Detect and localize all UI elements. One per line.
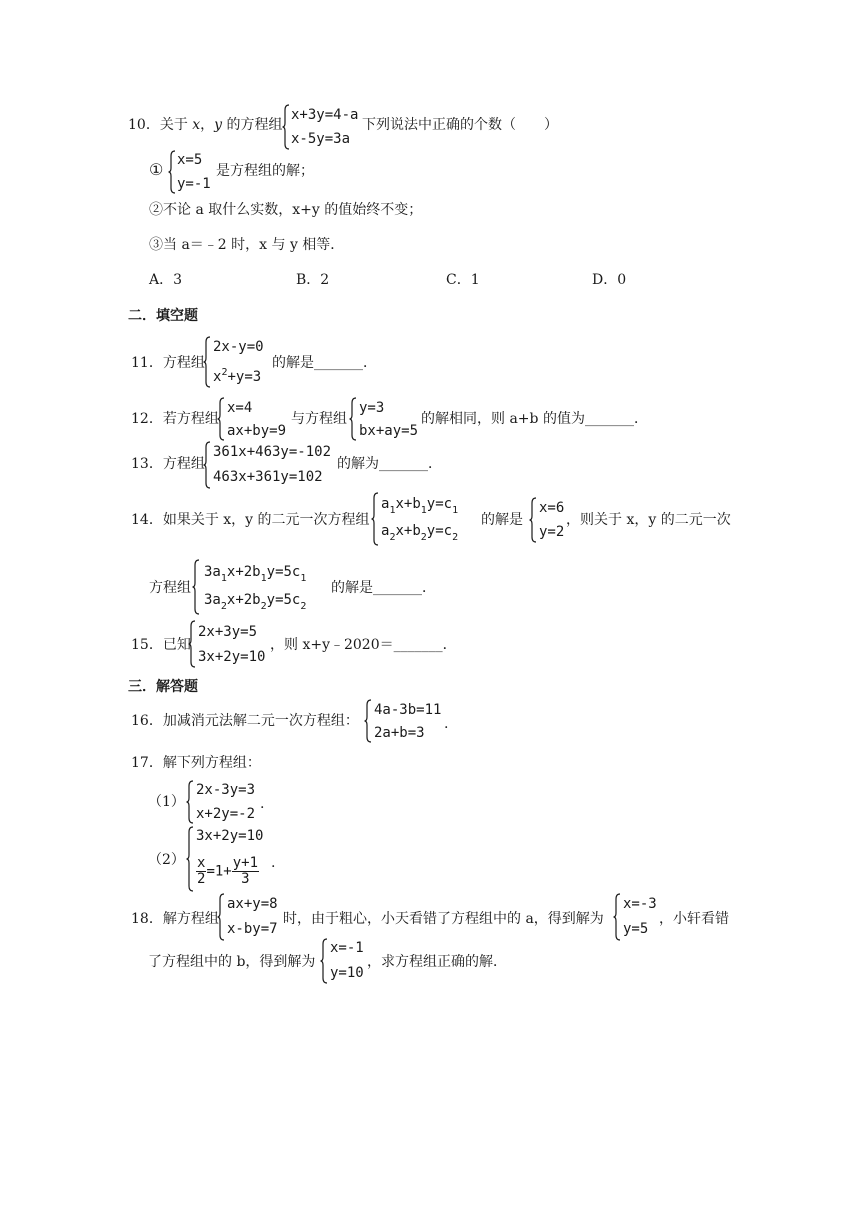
- q14-stem-mid: 的解是: [481, 512, 523, 528]
- q10-option-b: B．2: [296, 272, 330, 288]
- q14-line2-end: 的解是_______．: [331, 580, 436, 596]
- q16-stem: 16．加减消元法解二元一次方程组：: [131, 713, 359, 729]
- brace-icon: [192, 559, 200, 615]
- q10-option-d: D．0: [592, 272, 627, 288]
- brace-icon: [613, 893, 621, 941]
- q18-solution-2: [320, 938, 370, 984]
- brace-icon: [371, 492, 379, 546]
- fraction-x-over-2: $\frac{x}{2}$: [197, 855, 206, 887]
- brace-icon: [186, 780, 194, 824]
- q14-sol2: y=2: [539, 524, 565, 540]
- q10-stem-start: 10．关于 x，y 的方程组: [128, 117, 283, 133]
- q14-second-eq1: $3a_1x+2b_1y=5c_1$: [204, 564, 307, 584]
- brace-icon: [186, 826, 194, 892]
- q18-sol1-x: x=-3: [623, 896, 657, 912]
- q18-sol2-y: y=10: [330, 965, 364, 981]
- q12-a-eq2: ax+by=9: [227, 423, 287, 439]
- q13-eq2: 463x+361y=102: [213, 469, 323, 485]
- q11-stem-start: 11．方程组: [131, 355, 205, 371]
- var-x: x: [192, 117, 201, 133]
- q17-p1-eq1: 2x-3y=3: [196, 782, 256, 798]
- q18-line2-end: ，求方程组正确的解．: [367, 954, 507, 970]
- var-y: y: [214, 117, 223, 133]
- q11-equation-system: [203, 336, 273, 388]
- q17-stem: 17．解下列方程组：: [131, 755, 261, 771]
- q12-system-b: [349, 397, 427, 441]
- brace-icon: [364, 699, 372, 743]
- q18-equation-system: [217, 893, 287, 941]
- brace-icon: [203, 336, 211, 388]
- q10-option-a: A．3: [149, 272, 183, 288]
- q15-eq2: 3x+2y=10: [198, 649, 266, 665]
- q18-sol1-y: y=5: [623, 921, 649, 937]
- q10-s1-eq2: y=-1: [177, 176, 211, 192]
- q10-statement-1-system: [168, 150, 218, 194]
- brace-icon: [217, 397, 225, 441]
- q10-eq2: x-5y=3a: [291, 131, 351, 147]
- q14-line2-start: 方程组: [149, 580, 191, 596]
- q11-eq2: $x^2+y=3$: [213, 367, 262, 385]
- q17-part2-system: [186, 826, 276, 892]
- q15-stem-start: 15．已知: [131, 637, 191, 653]
- q14-second-eq2: $3a_2x+2b_2y=5c_2$: [204, 592, 307, 612]
- q18-stem-mid: 时，由于粗心，小天看错了方程组中的 a，得到解为: [283, 911, 604, 927]
- q18-eq1: ax+y=8: [227, 896, 278, 912]
- q17-part1-system: [186, 780, 266, 824]
- q13-stem-end: 的解为_______．: [337, 456, 442, 472]
- q18-line2-start: 了方程组中的 b，得到解为: [148, 954, 316, 970]
- q10-equation-system: [282, 104, 362, 150]
- q10-option-c: C．1: [446, 272, 480, 288]
- q14-eq2: $a_2x+b_2y=c_2$: [381, 523, 459, 543]
- q10-stem-end: 下列说法中正确的个数（ ）: [362, 117, 558, 133]
- q11-eq1: 2x-y=0: [213, 339, 264, 355]
- q10-statement-3: ③当 a＝﹣2 时，x 与 y 相等．: [149, 237, 345, 253]
- q14-eq1: $a_1x+b_1y=c_1$: [381, 496, 459, 516]
- q12-stem-end: 的解相同，则 a+b 的值为_______．: [421, 411, 648, 427]
- q15-eq1: 2x+3y=5: [198, 624, 258, 640]
- q10-statement-2: ②不论 a 取什么实数，x+y 的值始终不变；: [149, 202, 423, 218]
- brace-icon: [349, 397, 357, 441]
- q16-stem-end: .: [444, 716, 449, 732]
- q18-sol2-x: x=-1: [330, 940, 364, 956]
- q13-equation-system: [203, 441, 343, 489]
- q10-number: 10．关于: [128, 117, 193, 133]
- q15-stem-end: ，则 x+y﹣2020＝_______．: [270, 637, 457, 653]
- q13-stem-start: 13．方程组: [131, 456, 205, 472]
- q16-equation-system: [364, 699, 448, 743]
- brace-icon: [320, 938, 328, 984]
- q18-stem-end: ，小轩看错: [659, 911, 729, 927]
- q10-s1-eq1: x=5: [177, 152, 203, 168]
- q14-stem-end: ，则关于 x，y 的二元一次: [566, 512, 731, 528]
- section-heading-solve: 三．解答题: [128, 679, 198, 695]
- q17-part1-end: .: [260, 796, 265, 812]
- q14-sol1: x=6: [539, 500, 565, 516]
- q12-system-a: [217, 397, 295, 441]
- brace-icon: [188, 620, 196, 668]
- q10-statement-1-mark: ①: [149, 160, 164, 179]
- q10-statement-1-text: 是方程组的解；: [216, 163, 314, 179]
- q17-part2-end: .: [271, 855, 276, 871]
- brace-icon: [168, 150, 176, 194]
- q17-p2-eq1: 3x+2y=10: [196, 828, 264, 844]
- q14-stem-start: 14．如果关于 x，y 的二元一次方程组: [131, 512, 370, 528]
- brace-icon: [529, 497, 537, 543]
- q18-solution-1: [613, 893, 663, 941]
- q14-second-system: [192, 559, 338, 615]
- q17-part2-label: （2）: [148, 852, 185, 868]
- q18-eq2: x-by=7: [227, 921, 278, 937]
- brace-icon: [203, 441, 211, 489]
- q12-a-eq1: x=4: [227, 400, 253, 416]
- q17-part1-label: （1）: [148, 794, 185, 810]
- q17-p2-eq2: $\frac{x}{2}$ =1+ $\frac{y+1}{3}$: [197, 855, 259, 887]
- q17-p1-eq2: x+2y=-2: [196, 806, 256, 822]
- section-heading-fill-in: 二．填空题: [128, 308, 198, 324]
- q14-equation-system: [371, 492, 483, 546]
- q11-stem-end: 的解是_______．: [272, 355, 377, 371]
- q16-eq2: 2a+b=3: [374, 725, 425, 741]
- q12-stem-mid: 与方程组: [291, 411, 347, 427]
- q18-stem-start: 18．解方程组: [131, 911, 219, 927]
- brace-icon: [282, 104, 290, 150]
- q12-b-eq2: bx+ay=5: [359, 423, 419, 439]
- q16-eq1: 4a-3b=11: [374, 702, 442, 718]
- q12-stem-start: 12．若方程组: [131, 411, 219, 427]
- brace-icon: [217, 893, 225, 941]
- q15-equation-system: [188, 620, 274, 668]
- q10-eq1: x+3y=4-a: [291, 107, 359, 123]
- fraction-y-plus-1-over-3: $\frac{y+1}{3}$: [232, 855, 259, 887]
- q13-eq1: 361x+463y=-102: [213, 444, 332, 460]
- q12-b-eq1: y=3: [359, 400, 385, 416]
